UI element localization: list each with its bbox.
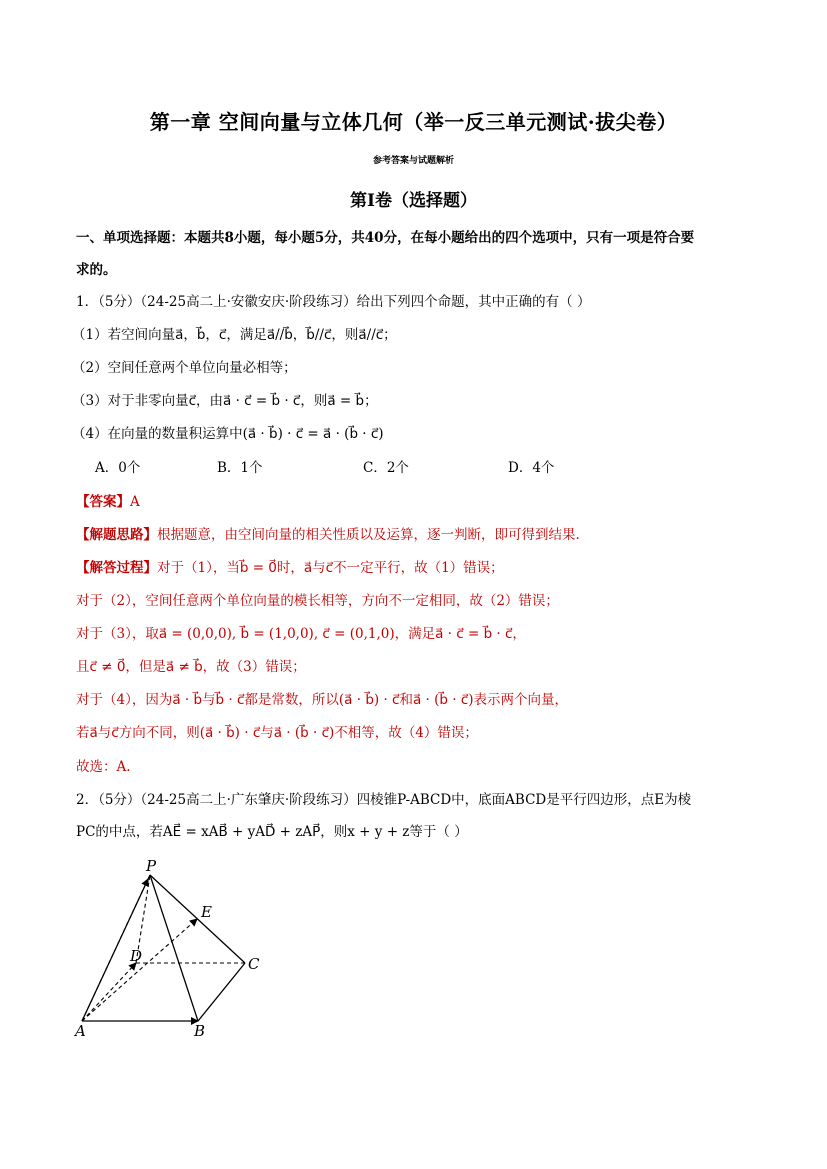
section-instruction-line-2: 求的。 [76, 262, 117, 278]
question-1-item-2: （2）空间任意两个单位向量必相等； [72, 360, 297, 376]
page-subtitle: 参考答案与试题解析 [372, 156, 454, 166]
label-d: D [130, 947, 143, 965]
solution-step-4: 且c⃗ ≠ 0⃗，但是a⃗ ≠ b⃗，故（3）错误； [76, 659, 306, 675]
question-2-stem-line-2: PC的中点，若AE⃗ = xAB⃗ + yAD⃗ + zAP⃗，则x + y + z等于（ ） [76, 824, 468, 840]
label-a: A [75, 1022, 86, 1040]
label-b: B [194, 1022, 206, 1040]
answer-value: A [130, 494, 140, 510]
vector-ae [82, 919, 197, 1021]
process-line [76, 558, 504, 578]
label-p: P [146, 857, 157, 875]
solution-step-2: 对于（2），空间任意两个单位向量的模长相等，方向不一定相同，故（2）错误； [76, 593, 559, 609]
option-b: B．1个 [217, 460, 263, 476]
edge-bc [198, 963, 245, 1021]
solution-step-6: 若a⃗与c⃗方向不同，则(a⃗ · b⃗) · c⃗与a⃗ · (b⃗ · c⃗)不相等，故（4）错误； [76, 725, 478, 741]
page-title: 第一章 空间向量与立体几何（举一反三单元测试·拔尖卷） [149, 110, 678, 134]
volume-heading: 第Ⅰ卷（选择题） [350, 191, 477, 211]
answer-line [76, 492, 140, 512]
vector-ad [82, 963, 136, 1021]
solution-step-1: 对于（1），当b⃗ = 0⃗时，a⃗与c⃗不一定平行，故（1）错误； [157, 560, 504, 576]
question-1-item-1: （1）若空间向量a⃗，b⃗，c⃗，满足a⃗//b⃗，b⃗//c⃗，则a⃗//c⃗； [72, 327, 397, 343]
solution-step-5: 对于（4），因为a⃗ · b⃗与b⃗ · c⃗都是常数，所以(a⃗ · b⃗) · c⃗和a⃗ · (b⃗ · c⃗)表示两个向量， [76, 692, 569, 708]
option-c: C．2个 [363, 460, 409, 476]
label-e: E [201, 903, 212, 921]
question-1-stem: 1．（5分）（24-25高二上·安徽安庆·阶段练习）给出下列四个命题，其中正确的有（ ） [76, 294, 591, 310]
approach-text: 根据题意，由空间向量的相关性质以及运算，逐一判断，即可得到结果. [157, 527, 580, 543]
answer-label: 【答案】 [76, 494, 130, 510]
option-a: A．0个 [95, 460, 141, 476]
question-1-item-3: （3）对于非零向量c⃗，由a⃗ · c⃗ = b⃗ · c⃗，则a⃗ = b⃗； [72, 393, 378, 409]
option-d: D．4个 [508, 460, 555, 476]
solution-conclusion: 故选：A. [76, 759, 131, 775]
solution-step-3: 对于（3），取a⃗ = (0,0,0), b⃗ = (1,0,0), c⃗ = (0,1,0)，满足a⃗ · c⃗ = b⃗ · c⃗， [76, 626, 526, 642]
section-instruction-line-1: 一、单项选择题：本题共8小题，每小题5分，共40分，在每小题给出的四个选项中，只有一项是符合要 [76, 230, 695, 246]
question-1-item-4: （4）在向量的数量积运算中(a⃗ · b⃗) · c⃗ = a⃗ · (b⃗ · c⃗) [72, 426, 384, 442]
pyramid-figure [70, 855, 270, 1040]
process-label: 【解答过程】 [76, 560, 157, 576]
question-2-stem-line-1: 2．（5分）（24-25高二上·广东肇庆·阶段练习）四棱锥P-ABCD中，底面ABCD是平行四边形，点E为棱 [76, 792, 692, 808]
label-c: C [248, 955, 260, 973]
approach-label: 【解题思路】 [76, 527, 157, 543]
approach-line [76, 525, 580, 545]
